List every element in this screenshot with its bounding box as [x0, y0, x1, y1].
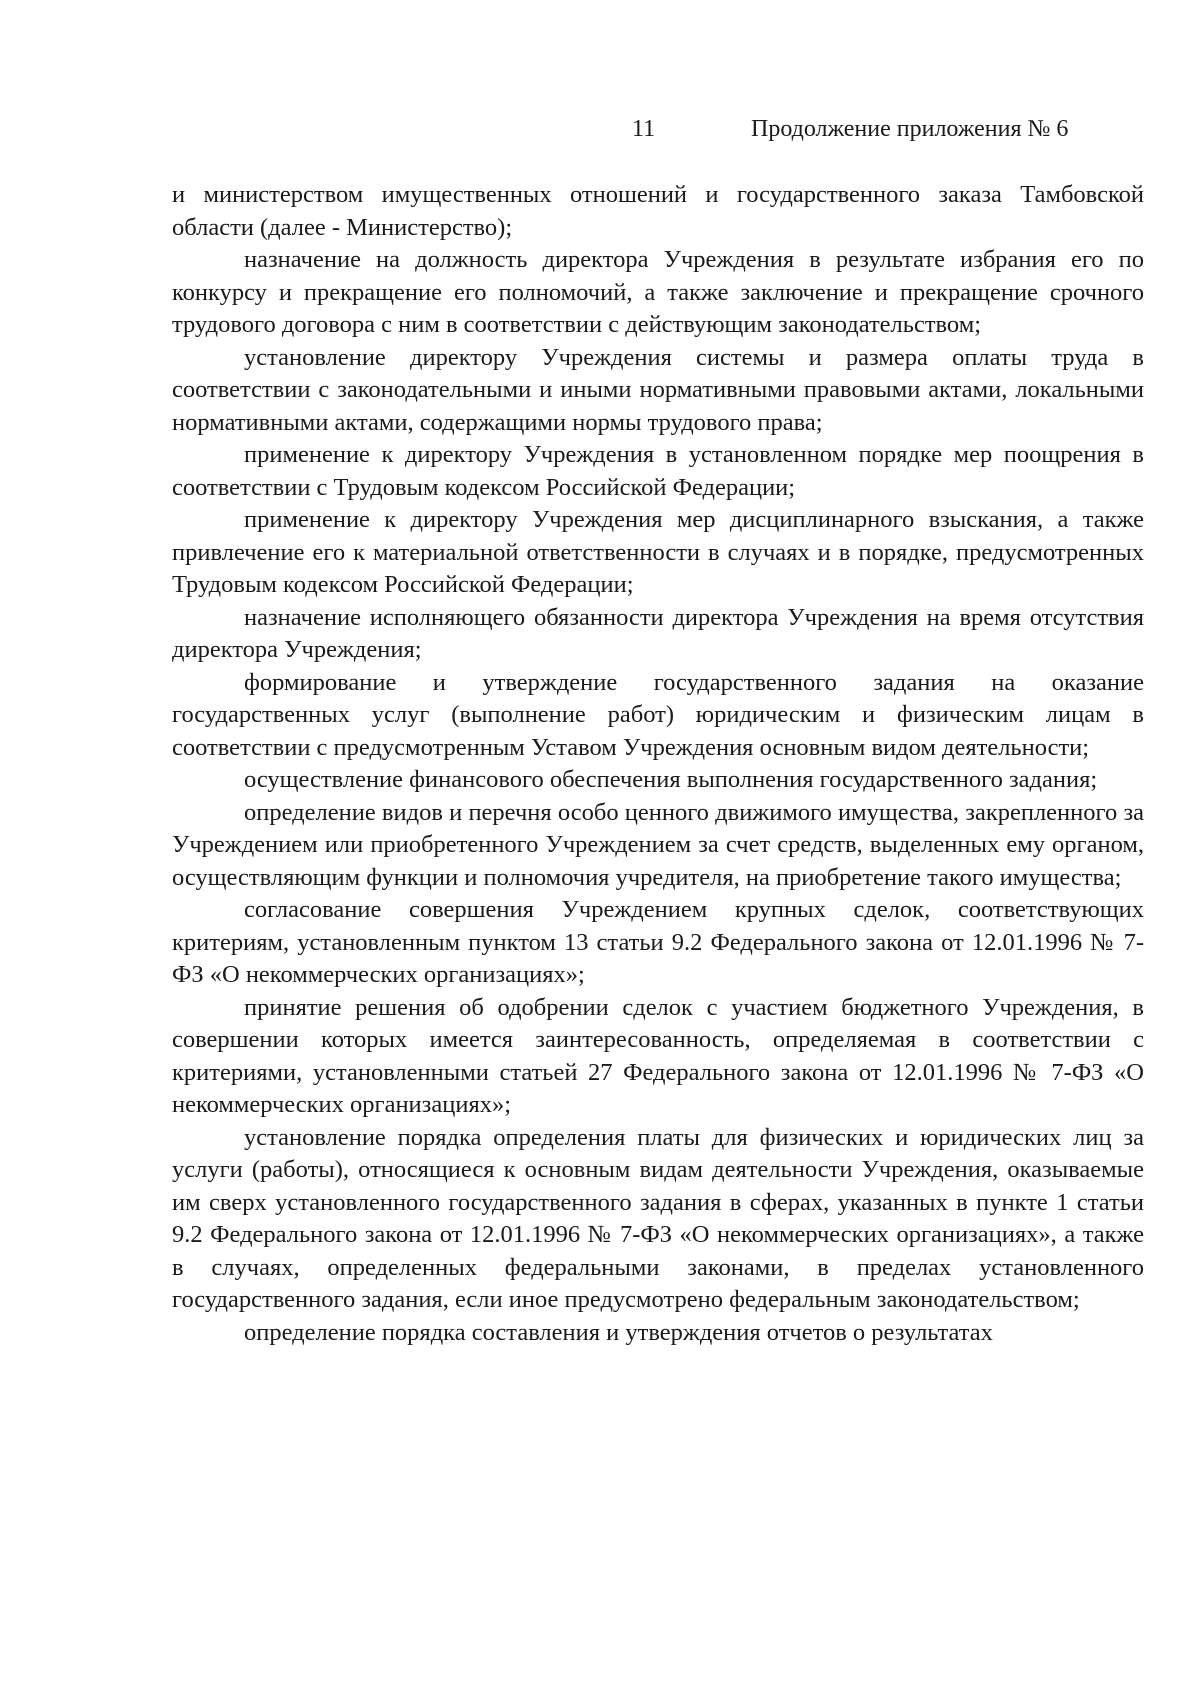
- paragraph: осуществление финансового обеспечения выполнения государственного задания;: [244, 766, 1098, 793]
- paragraph: применение к директору Учреждения мер дисциплинарного взыскания, а также привлечение его к материальной ответственности в случаях и в порядке, предусмотренных Трудовым кодексом Российской Федерации;: [172, 506, 1144, 598]
- paragraph: назначение на должность директора Учреждения в результате избрания его по конкурсу и прекращение его полномочий, а также заключение и прекращение срочного трудового договора с ним в соответствии с действующим законодательством;: [172, 246, 1144, 338]
- paragraph: и министерством имущественных отношений и государственного заказа Тамбовской области (далее - Министерство);: [172, 181, 1144, 241]
- paragraph: принятие решения об одобрении сделок с участием бюджетного Учреждения, в совершении которых имеется заинтересованность, определяемая в соответствии с критериями, установленными статьей 27 Федерального закона от 12.01.1996 № 7-ФЗ «О некоммерческих организациях»;: [172, 993, 1144, 1118]
- appendix-continuation-label: Продолжение приложения № 6: [751, 116, 1069, 142]
- page-header: [0, 116, 1200, 152]
- paragraph: согласование совершения Учреждением крупных сделок, соответствующих критериям, установленным пунктом 13 статьи 9.2 Федерального закона от 12.01.1996 № 7-ФЗ «О некоммерческих организациях»;: [172, 896, 1144, 988]
- paragraph: формирование и утверждение государственного задания на оказание государственных услуг (выполнение работ) юридическим и физическим лицам в соответствии с предусмотренным Уставом Учреждения основным видом деятельности;: [172, 668, 1144, 761]
- paragraph: установление порядка определения платы для физических и юридических лиц за услуги (работы), относящиеся к основным видам деятельности Учреждения, оказываемые им сверх установленного государственного задания в сферах, указанных в пункте 1 статьи 9.2 Федерального закона от 12.01.1996 № 7-ФЗ «О некоммерческих организациях», а также в случаях, определенных федеральными законами, в пределах установленного государственного задания, если иное предусмотрено федеральным законодательством;: [172, 1123, 1144, 1313]
- paragraph: определение порядка составления и утверждения отчетов о результатах: [244, 1318, 993, 1346]
- document-body: [172, 179, 1144, 1349]
- page-number: 11: [632, 116, 656, 142]
- paragraph: установление директору Учреждения системы и размера оплаты труда в соответствии с законодательными и иными нормативными правовыми актами, локальными нормативными актами, содержащими нормы трудового права;: [172, 343, 1144, 436]
- paragraph: определение видов и перечня особо ценного движимого имущества, закрепленного за Учреждением или приобретенного Учреждением за счет средств, выделенных ему органом, осуществляющим функции и полномочия учредителя, на приобретение такого имущества;: [172, 798, 1144, 891]
- paragraph: применение к директору Учреждения в установленном порядке мер поощрения в соответствии с Трудовым кодексом Российской Федерации;: [172, 441, 1144, 501]
- paragraph: назначение исполняющего обязанности директора Учреждения на время отсутствия директора Учреждения;: [172, 603, 1144, 663]
